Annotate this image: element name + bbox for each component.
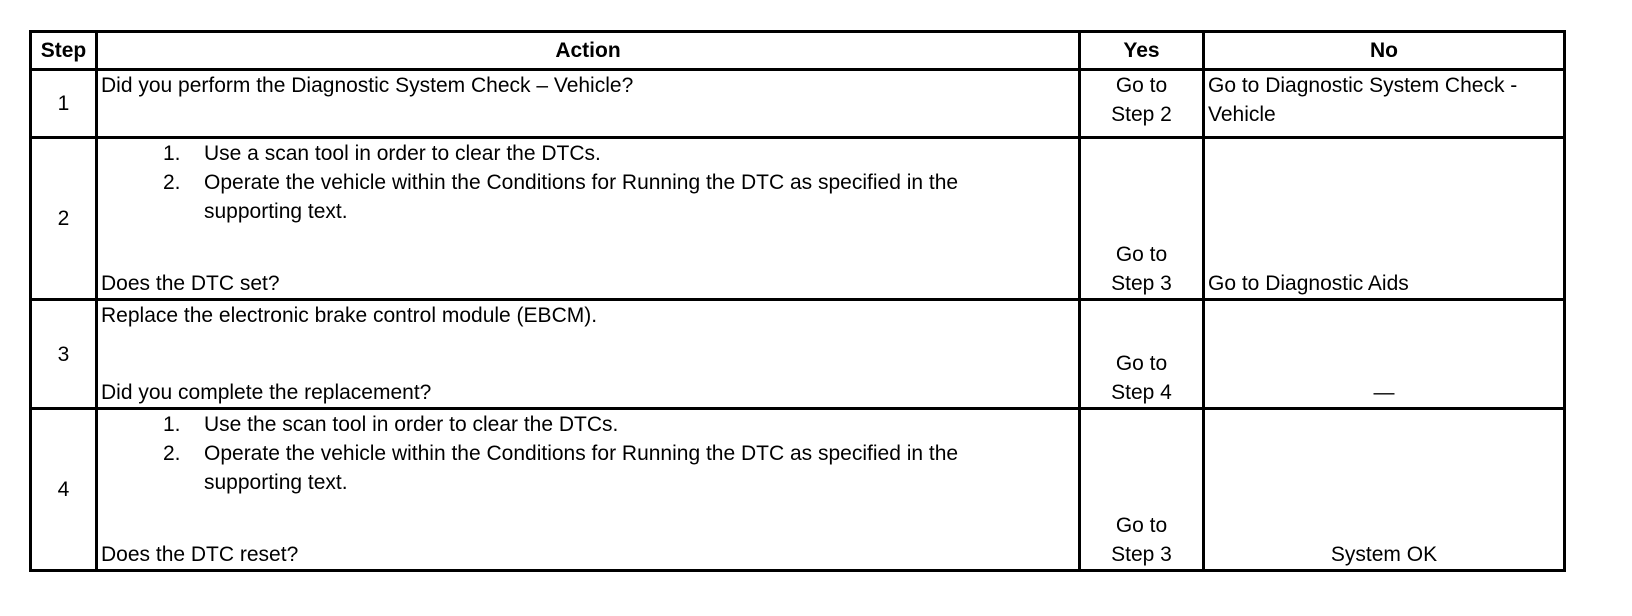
action-question: Does the DTC reset? bbox=[101, 543, 299, 566]
table-row bbox=[31, 409, 1565, 571]
list-item: 1. Use the scan tool in order to clear the DTCs. bbox=[163, 413, 619, 436]
action-cell bbox=[97, 138, 1080, 300]
header-no: No bbox=[1204, 32, 1565, 70]
step-number: 4 bbox=[31, 409, 97, 571]
no-cell bbox=[1204, 409, 1565, 571]
action-cell bbox=[97, 409, 1080, 571]
yes-line: Step 4 bbox=[1111, 381, 1172, 404]
yes-cell bbox=[1080, 138, 1204, 300]
action-steps bbox=[101, 139, 1075, 226]
yes-line: Go to bbox=[1115, 514, 1168, 537]
no-cell bbox=[1204, 70, 1565, 138]
no-line: Vehicle bbox=[1208, 103, 1276, 126]
action-intro: Replace the electronic brake control module (EBCM). bbox=[101, 304, 598, 327]
yes-cell bbox=[1080, 300, 1204, 409]
no-line: Go to Diagnostic System Check - bbox=[1208, 74, 1518, 97]
header-action: Action bbox=[97, 32, 1080, 70]
yes-cell bbox=[1080, 70, 1204, 138]
yes-line: Go to bbox=[1115, 352, 1168, 375]
header-yes: Yes bbox=[1080, 32, 1204, 70]
yes-line: Go to bbox=[1115, 74, 1168, 97]
no-cell bbox=[1204, 300, 1565, 409]
yes-line: Go to bbox=[1115, 243, 1168, 266]
action-question: Did you complete the replacement? bbox=[101, 381, 432, 404]
list-item: 2. Operate the vehicle within the Conditions for Running the DTC as specified in the supporting text. bbox=[163, 442, 959, 494]
header-step: Step bbox=[31, 32, 97, 70]
no-line: Go to Diagnostic Aids bbox=[1208, 272, 1409, 295]
action-steps bbox=[101, 410, 1075, 497]
yes-line: Step 3 bbox=[1111, 543, 1172, 566]
list-item: 2. Operate the vehicle within the Conditions for Running the DTC as specified in the supporting text. bbox=[163, 171, 959, 223]
action-cell bbox=[97, 300, 1080, 409]
table-row bbox=[31, 138, 1565, 300]
step-number: 1 bbox=[31, 70, 97, 138]
step-number: 3 bbox=[31, 300, 97, 409]
yes-cell bbox=[1080, 409, 1204, 571]
action-question: Did you perform the Diagnostic System Check – Vehicle? bbox=[101, 74, 634, 97]
table-row bbox=[31, 70, 1565, 138]
diagnostic-table bbox=[29, 30, 1566, 572]
header-row bbox=[31, 32, 1565, 70]
yes-line: Step 2 bbox=[1111, 103, 1172, 126]
yes-line: Step 3 bbox=[1111, 272, 1172, 295]
action-cell bbox=[97, 70, 1080, 138]
no-line: — bbox=[1373, 381, 1395, 404]
list-item: 1. Use a scan tool in order to clear the DTCs. bbox=[163, 142, 601, 165]
step-number: 2 bbox=[31, 138, 97, 300]
no-line: System OK bbox=[1330, 543, 1438, 566]
no-cell bbox=[1204, 138, 1565, 300]
table-row bbox=[31, 300, 1565, 409]
action-question: Does the DTC set? bbox=[101, 272, 280, 295]
